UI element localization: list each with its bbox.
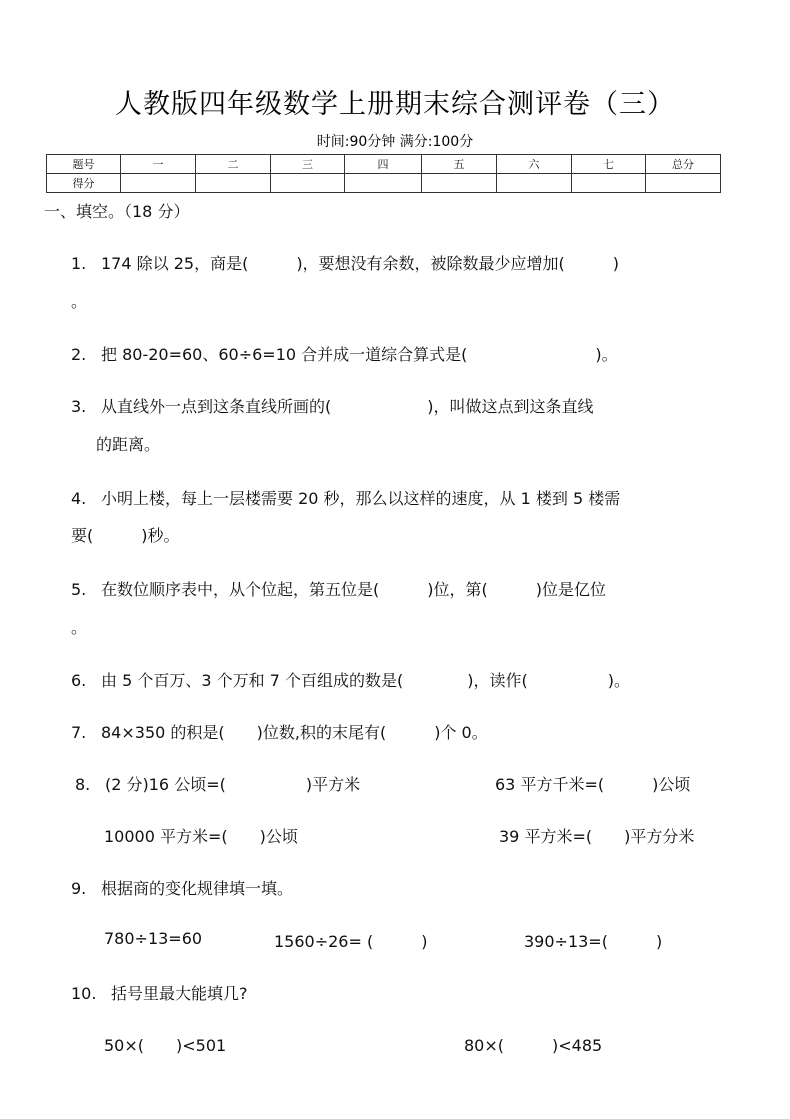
question-8-part-b: 63 平方千米=( )公顷 (495, 775, 691, 794)
question-number: 5. (71, 580, 87, 599)
question-5-continuation: 。 (71, 618, 88, 637)
header-cell: 二 (196, 155, 271, 174)
header-cell: 一 (121, 155, 196, 174)
score-cell[interactable] (497, 174, 572, 193)
question-text: 根据商的变化规律填一填。 (101, 879, 294, 898)
score-table (46, 154, 721, 193)
question-10-part-a: 50×( )<501 (104, 1036, 227, 1055)
question-9 (71, 876, 293, 899)
question-9-part-b: 1560÷26= ( ) (274, 932, 428, 951)
question-8-part-a: (2 分)16 公顷=( )平方米 (105, 775, 361, 794)
question-10 (71, 981, 248, 1004)
question-text: 由 5 个百万、3 个万和 7 个百组成的数是( )，读作( )。 (101, 671, 630, 690)
question-number: 2. (71, 345, 87, 364)
question-text: 84×350 的积是( )位数,积的末尾有( )个 0。 (101, 723, 488, 742)
question-10-part-b: 80×( )<485 (464, 1036, 603, 1055)
question-6 (71, 668, 630, 691)
question-number: 6. (71, 671, 87, 690)
question-3 (71, 394, 594, 417)
question-9-part-c: 390÷13=( ) (524, 932, 663, 951)
question-text: 174 除以 25，商是( )，要想没有余数，被除数最少应增加( ) (101, 254, 620, 273)
question-8-part-c: 10000 平方米=( )公顷 (104, 827, 298, 846)
question-text: 在数位顺序表中，从个位起，第五位是( )位，第( )位是亿位 (101, 580, 606, 599)
question-8 (75, 772, 360, 795)
score-cell[interactable] (196, 174, 271, 193)
score-cell[interactable] (422, 174, 497, 193)
section-heading: 一、填空。（18 分） (44, 202, 190, 221)
question-number: 3. (71, 397, 87, 416)
question-4-continuation: 要( )秒。 (71, 526, 180, 545)
question-9-part-a: 780÷13=60 (104, 929, 203, 948)
header-cell: 七 (572, 155, 646, 174)
score-row-label: 得分 (47, 174, 121, 193)
question-text: 把 80-20=60、60÷6=10 合并成一道综合算式是( )。 (101, 345, 618, 364)
exam-subtitle: 时间:90分钟 满分:100分 (316, 134, 474, 150)
question-text: 从直线外一点到这条直线所画的( )，叫做这点到这条直线 (101, 397, 594, 416)
question-4 (71, 486, 620, 509)
score-cell[interactable] (271, 174, 345, 193)
question-8-part-d: 39 平方米=( )平方分米 (499, 827, 695, 846)
question-text: 小明上楼，每上一层楼需要 20 秒，那么以这样的速度，从 1 楼到 5 楼需 (101, 489, 621, 508)
question-number: 10. (71, 984, 97, 1003)
question-3-continuation: 的距离。 (96, 435, 161, 454)
question-number: 7. (71, 723, 87, 742)
question-1 (71, 251, 619, 274)
score-cell[interactable] (572, 174, 646, 193)
score-cell[interactable] (121, 174, 196, 193)
question-2 (71, 342, 618, 365)
question-number: 8. (75, 775, 91, 794)
header-cell: 题号 (47, 155, 121, 174)
header-cell: 四 (345, 155, 422, 174)
score-cell[interactable] (646, 174, 721, 193)
question-text: 括号里最大能填几? (111, 984, 248, 1003)
score-table-header-row (47, 155, 721, 174)
header-cell: 总分 (646, 155, 721, 174)
question-number: 1. (71, 254, 87, 273)
question-7 (71, 720, 488, 743)
question-1-continuation: 。 (71, 292, 88, 311)
header-cell: 六 (497, 155, 572, 174)
question-number: 9. (71, 879, 87, 898)
header-cell: 三 (271, 155, 345, 174)
score-table-score-row (47, 174, 721, 193)
question-number: 4. (71, 489, 87, 508)
question-5 (71, 577, 606, 600)
exam-title: 人教版四年级数学上册期末综合测评卷（三） (115, 89, 675, 120)
header-cell: 五 (422, 155, 497, 174)
score-cell[interactable] (345, 174, 422, 193)
